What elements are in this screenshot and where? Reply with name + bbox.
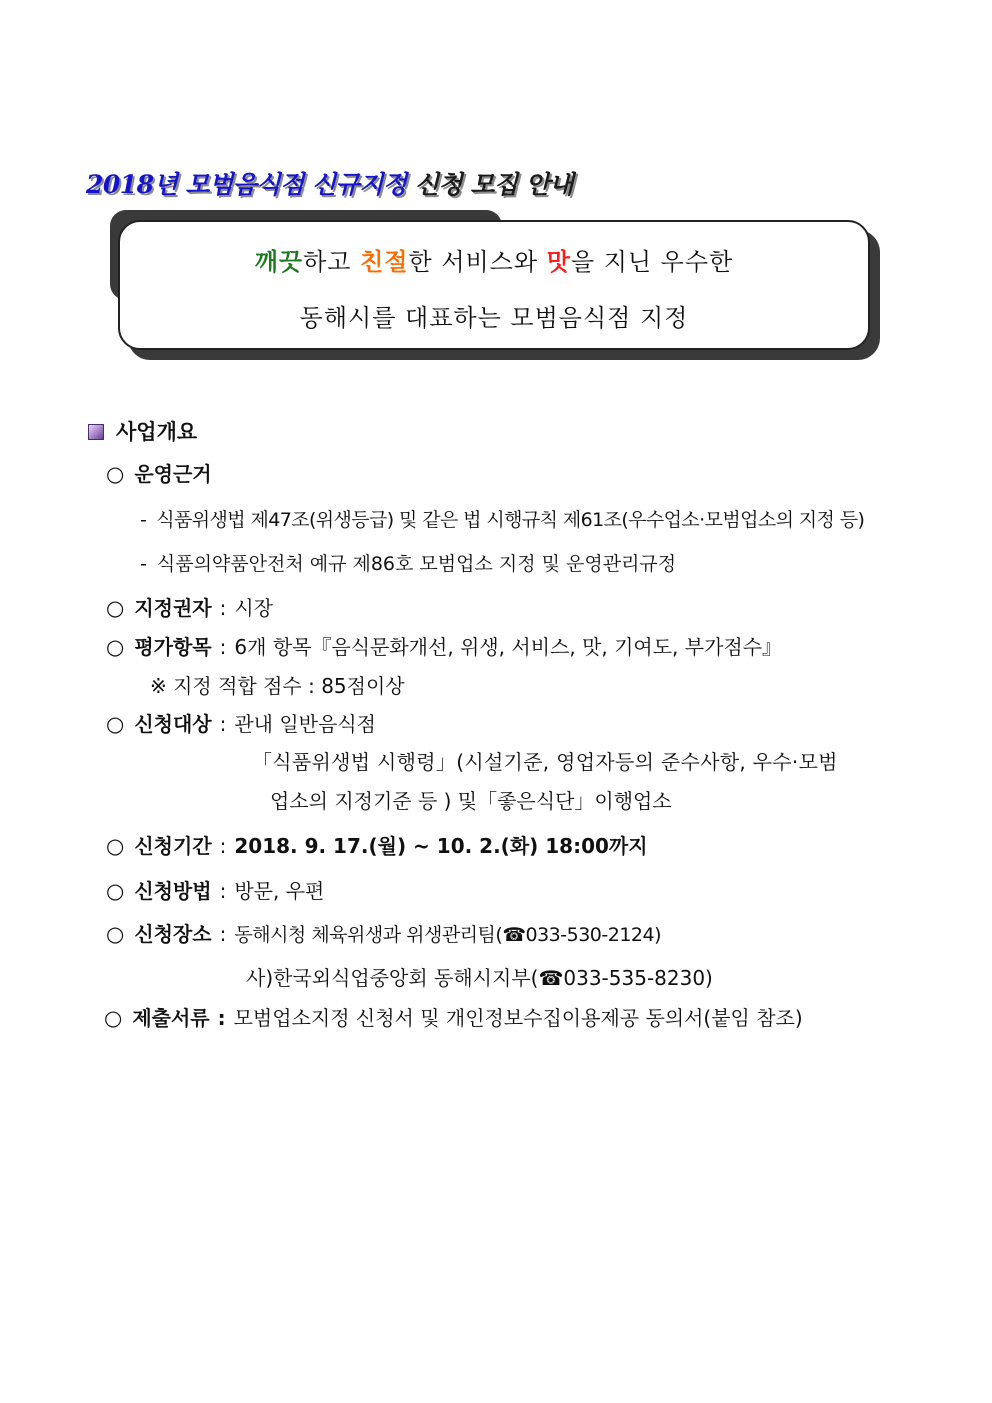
circle-bullet-icon: ○ xyxy=(106,596,125,620)
section-heading xyxy=(88,416,197,446)
item-method xyxy=(106,875,324,904)
item-evaluation-value: 6개 항목『음식문화개선, 위생, 서비스, 맛, 기여도, 부가점수』 xyxy=(234,635,783,659)
circle-bullet-icon: ○ xyxy=(106,834,125,858)
colon: : xyxy=(219,879,227,903)
colon: : xyxy=(219,834,227,858)
item-authority-value: 시장 xyxy=(234,596,273,620)
item-authority xyxy=(106,592,273,621)
item-target-value: 관내 일반음식점 xyxy=(234,712,376,736)
item-place-label: 신청장소 xyxy=(134,922,212,946)
item-place-value-1-text: 동해시청 체육위생과 위생관리팀( xyxy=(234,924,503,946)
item-authority-label: 지정권자 xyxy=(134,596,212,620)
slogan-line-1 xyxy=(120,242,868,277)
item-place xyxy=(106,918,661,947)
slogan-text-1: 하고 xyxy=(303,248,361,276)
item-method-value: 방문, 우편 xyxy=(234,879,325,903)
item-place-value-2-text: 사)한국외식업중앙회 동해시지부( xyxy=(246,966,539,990)
colon: : xyxy=(217,1006,226,1030)
item-place-phone-1: 033-530-2124) xyxy=(525,924,661,946)
phone-icon: ☎ xyxy=(502,924,526,946)
item-evaluation-note: ※ 지정 적합 점수 : 85점이상 xyxy=(150,674,405,698)
item-period-label: 신청기간 xyxy=(134,834,212,858)
title-part-1: 2018년 모범음식점 신규지정 xyxy=(86,170,407,199)
item-basis xyxy=(106,458,212,487)
item-place-value-2 xyxy=(246,962,713,991)
colon: : xyxy=(219,596,227,620)
item-basis-label: 운영근거 xyxy=(134,462,212,486)
slogan-text-3: 을 지닌 우수한 xyxy=(570,248,734,276)
item-target-line-3: 업소의 지정기준 등 ) 및「좋은식단」이행업소 xyxy=(270,789,672,813)
slogan-text-2: 한 서비스와 xyxy=(408,248,547,276)
item-target-label: 신청대상 xyxy=(134,712,212,736)
item-documents-value: 모범업소지정 신청서 및 개인정보수집이용제공 동의서(붙임 참조) xyxy=(233,1006,803,1030)
slogan-word-clean: 깨끗 xyxy=(254,247,304,276)
title-part-2: 신청 모집 안내 xyxy=(414,170,574,199)
circle-bullet-icon: ○ xyxy=(106,879,125,903)
colon: : xyxy=(219,712,227,736)
colon: : xyxy=(219,922,227,946)
circle-bullet-icon: ○ xyxy=(104,1006,123,1030)
square-bullet-icon xyxy=(88,424,104,440)
dash-bullet: - xyxy=(140,553,147,575)
circle-bullet-icon: ○ xyxy=(106,712,125,736)
item-target-line-2: 「식품위생법 시행령」(시설기준, 영업자등의 준수사항, 우수·모범 xyxy=(252,750,838,774)
slogan-word-taste: 맛 xyxy=(546,247,571,276)
page-title xyxy=(86,165,573,201)
circle-bullet-icon: ○ xyxy=(106,922,125,946)
slogan-word-kind: 친절 xyxy=(360,247,409,276)
slogan-banner xyxy=(118,220,870,350)
item-place-phone-2: 033-535-8230) xyxy=(563,966,713,990)
item-evaluation-label: 평가항목 xyxy=(134,635,212,659)
item-basis-sub-2-text: 식품의약품안전처 예규 제86호 모범업소 지정 및 운영관리규정 xyxy=(156,553,677,575)
item-basis-sub-2 xyxy=(140,549,676,576)
circle-bullet-icon: ○ xyxy=(106,635,125,659)
colon: : xyxy=(219,635,227,659)
slogan-line-2: 동해시를 대표하는 모범음식점 지정 xyxy=(299,304,689,332)
item-documents-label: 제출서류 xyxy=(132,1006,210,1030)
section-title: 사업개요 xyxy=(116,420,198,444)
phone-icon: ☎ xyxy=(538,966,564,990)
item-basis-sub-1-text: 식품위생법 제47조(위생등급) 및 같은 법 시행규칙 제61조(우수업소·모범업소의 지정 등) xyxy=(156,509,865,531)
item-basis-sub-1 xyxy=(140,505,864,532)
item-period xyxy=(106,830,648,859)
item-method-label: 신청방법 xyxy=(134,879,212,903)
item-period-value: 2018. 9. 17.(월) ~ 10. 2.(화) 18:00까지 xyxy=(234,834,648,858)
item-evaluation xyxy=(106,631,782,660)
item-documents xyxy=(104,1002,803,1031)
dash-bullet: - xyxy=(140,509,147,531)
item-target xyxy=(106,708,376,737)
item-place-value-1 xyxy=(234,924,661,946)
circle-bullet-icon: ○ xyxy=(106,462,125,486)
